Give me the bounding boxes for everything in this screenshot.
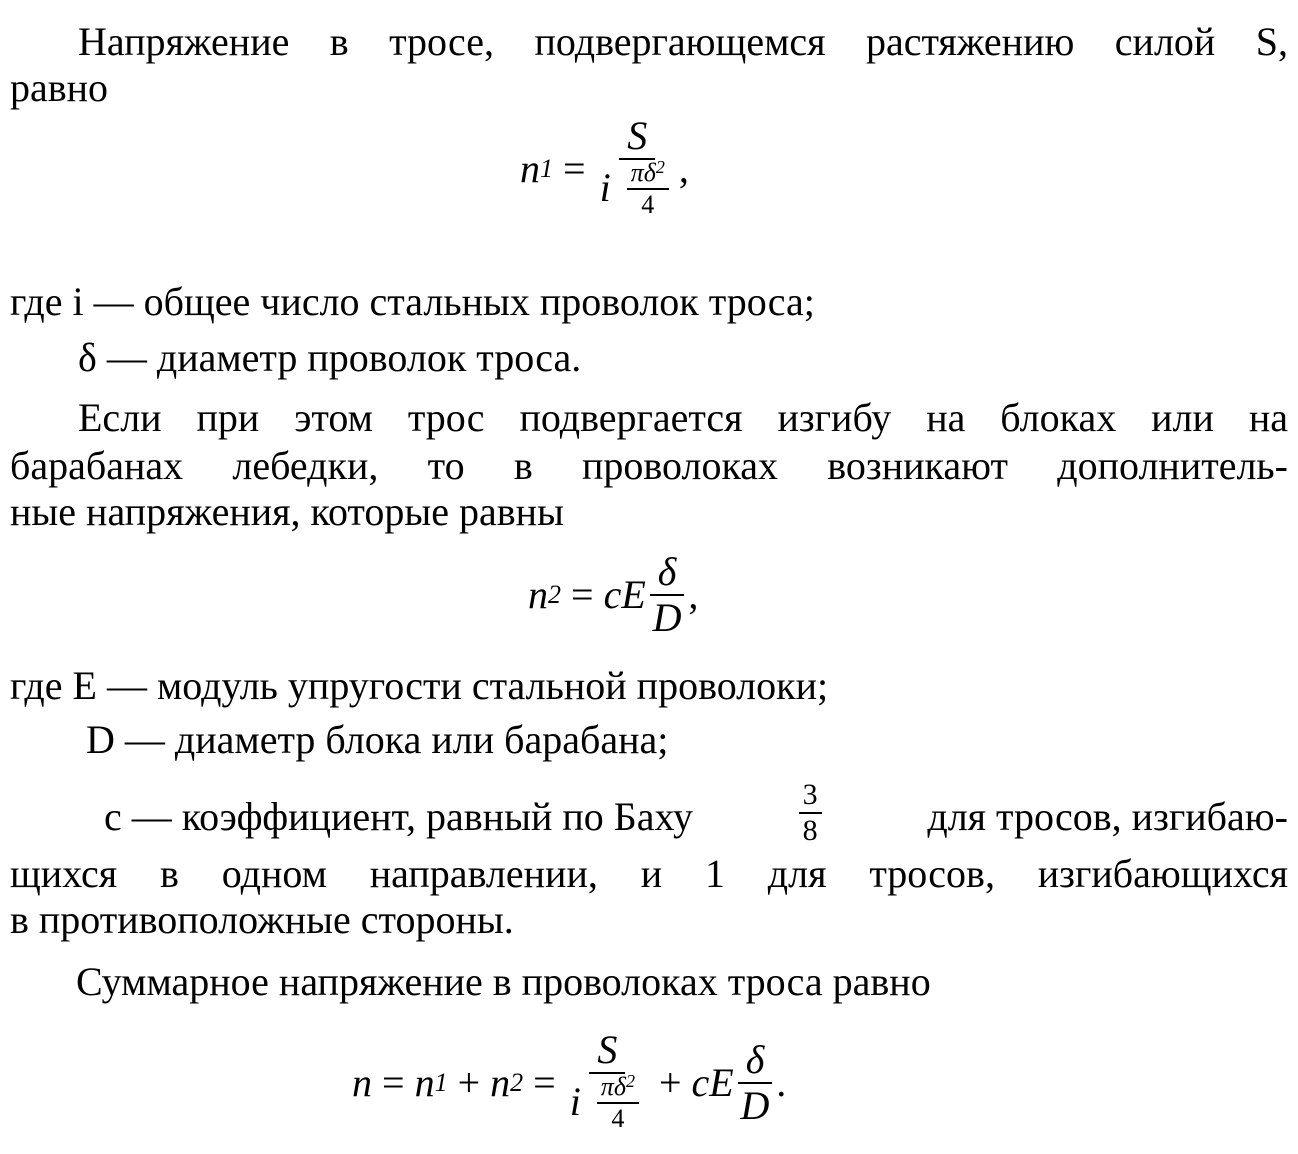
- eq-fraction: [650, 549, 685, 640]
- eq-operator: =: [533, 1060, 556, 1105]
- equation-n2: [528, 549, 699, 640]
- paragraph-line: Если при этом трос подвергается изгибу на блоках или на: [78, 395, 1288, 440]
- eq-operator: +: [658, 1060, 682, 1105]
- eq-operator: +: [457, 1060, 481, 1105]
- fraction-numerator: 3: [799, 780, 822, 814]
- eq-subscript: 2: [548, 580, 561, 609]
- eq-symbol: i: [599, 165, 611, 211]
- eq-inner-fraction: [597, 1072, 639, 1132]
- paragraph-line: в противоположные стороны.: [10, 897, 514, 942]
- eq-symbol: n: [414, 1060, 435, 1105]
- eq-subscript: 1: [434, 1068, 448, 1097]
- eq-symbol: n: [352, 1060, 372, 1105]
- definition-E: где E — модуль упругости стальной проволоки;: [10, 663, 829, 708]
- paragraph-line: барабанах лебедки, то в проволоках возникают дополнитель-: [10, 443, 1288, 488]
- equation-n1: [520, 113, 689, 222]
- eq-numerator: $\pi\delta^2$: [627, 158, 669, 190]
- eq-denominator: D: [652, 595, 682, 640]
- eq-denominator: [599, 157, 675, 222]
- definition-delta: δ — диаметр проволок троса.: [78, 335, 582, 380]
- eq-symbol: n: [528, 572, 548, 617]
- eq-operator: =: [382, 1060, 405, 1105]
- eq-denominator: 4: [611, 1104, 625, 1133]
- fraction-denominator: 8: [802, 814, 818, 847]
- eq-coefficient: cE: [691, 1060, 734, 1105]
- eq-punctuation: ,: [678, 146, 689, 191]
- eq-coefficient: cE: [603, 572, 646, 617]
- eq-denominator: [569, 1071, 645, 1136]
- definition-c: [104, 778, 1288, 850]
- paragraph-line: равно: [10, 65, 109, 110]
- eq-fraction: [738, 1037, 773, 1128]
- definition-D: D — диаметр блока или барабана;: [86, 717, 669, 762]
- equation-total: [352, 1027, 787, 1136]
- eq-operator: =: [563, 146, 586, 191]
- eq-denominator: 4: [641, 190, 655, 219]
- eq-fraction: [569, 1027, 645, 1136]
- eq-numerator: δ: [650, 552, 685, 596]
- eq-denominator: D: [740, 1083, 770, 1128]
- definition-c-fraction: [799, 780, 822, 846]
- definition-c-text: c — коэффициент, равный по Баху: [104, 794, 693, 839]
- paragraph-line: щихся в одном направлении, и 1 для тросов, изгибающихся: [10, 851, 1288, 896]
- eq-subscript: 1: [540, 154, 553, 183]
- eq-symbol: n: [490, 1060, 511, 1105]
- eq-operator: =: [571, 572, 594, 617]
- eq-numerator: S: [589, 1030, 625, 1074]
- paragraph-line: Напряжение в тросе, подвергающемся растяжению силой S,: [78, 19, 1288, 64]
- eq-subscript: 2: [510, 1068, 524, 1097]
- eq-numerator: δ: [738, 1040, 773, 1084]
- eq-symbol: i: [569, 1079, 581, 1125]
- eq-punctuation: .: [776, 1060, 787, 1105]
- eq-numerator: S: [619, 116, 655, 160]
- eq-symbol: n: [520, 146, 540, 191]
- paragraph-line: Суммарное напряжение в проволоках троса равно: [76, 959, 931, 1004]
- eq-fraction: [599, 113, 675, 222]
- eq-punctuation: ,: [688, 572, 699, 617]
- definition-c-text: для тросов, изгибаю-: [927, 794, 1288, 839]
- eq-inner-fraction: [627, 158, 669, 218]
- paragraph-line: ные напряжения, которые равны: [10, 489, 564, 534]
- eq-numerator: $\pi\delta^2$: [597, 1072, 639, 1104]
- definition-i: где i — общее число стальных проволок троса;: [10, 279, 815, 324]
